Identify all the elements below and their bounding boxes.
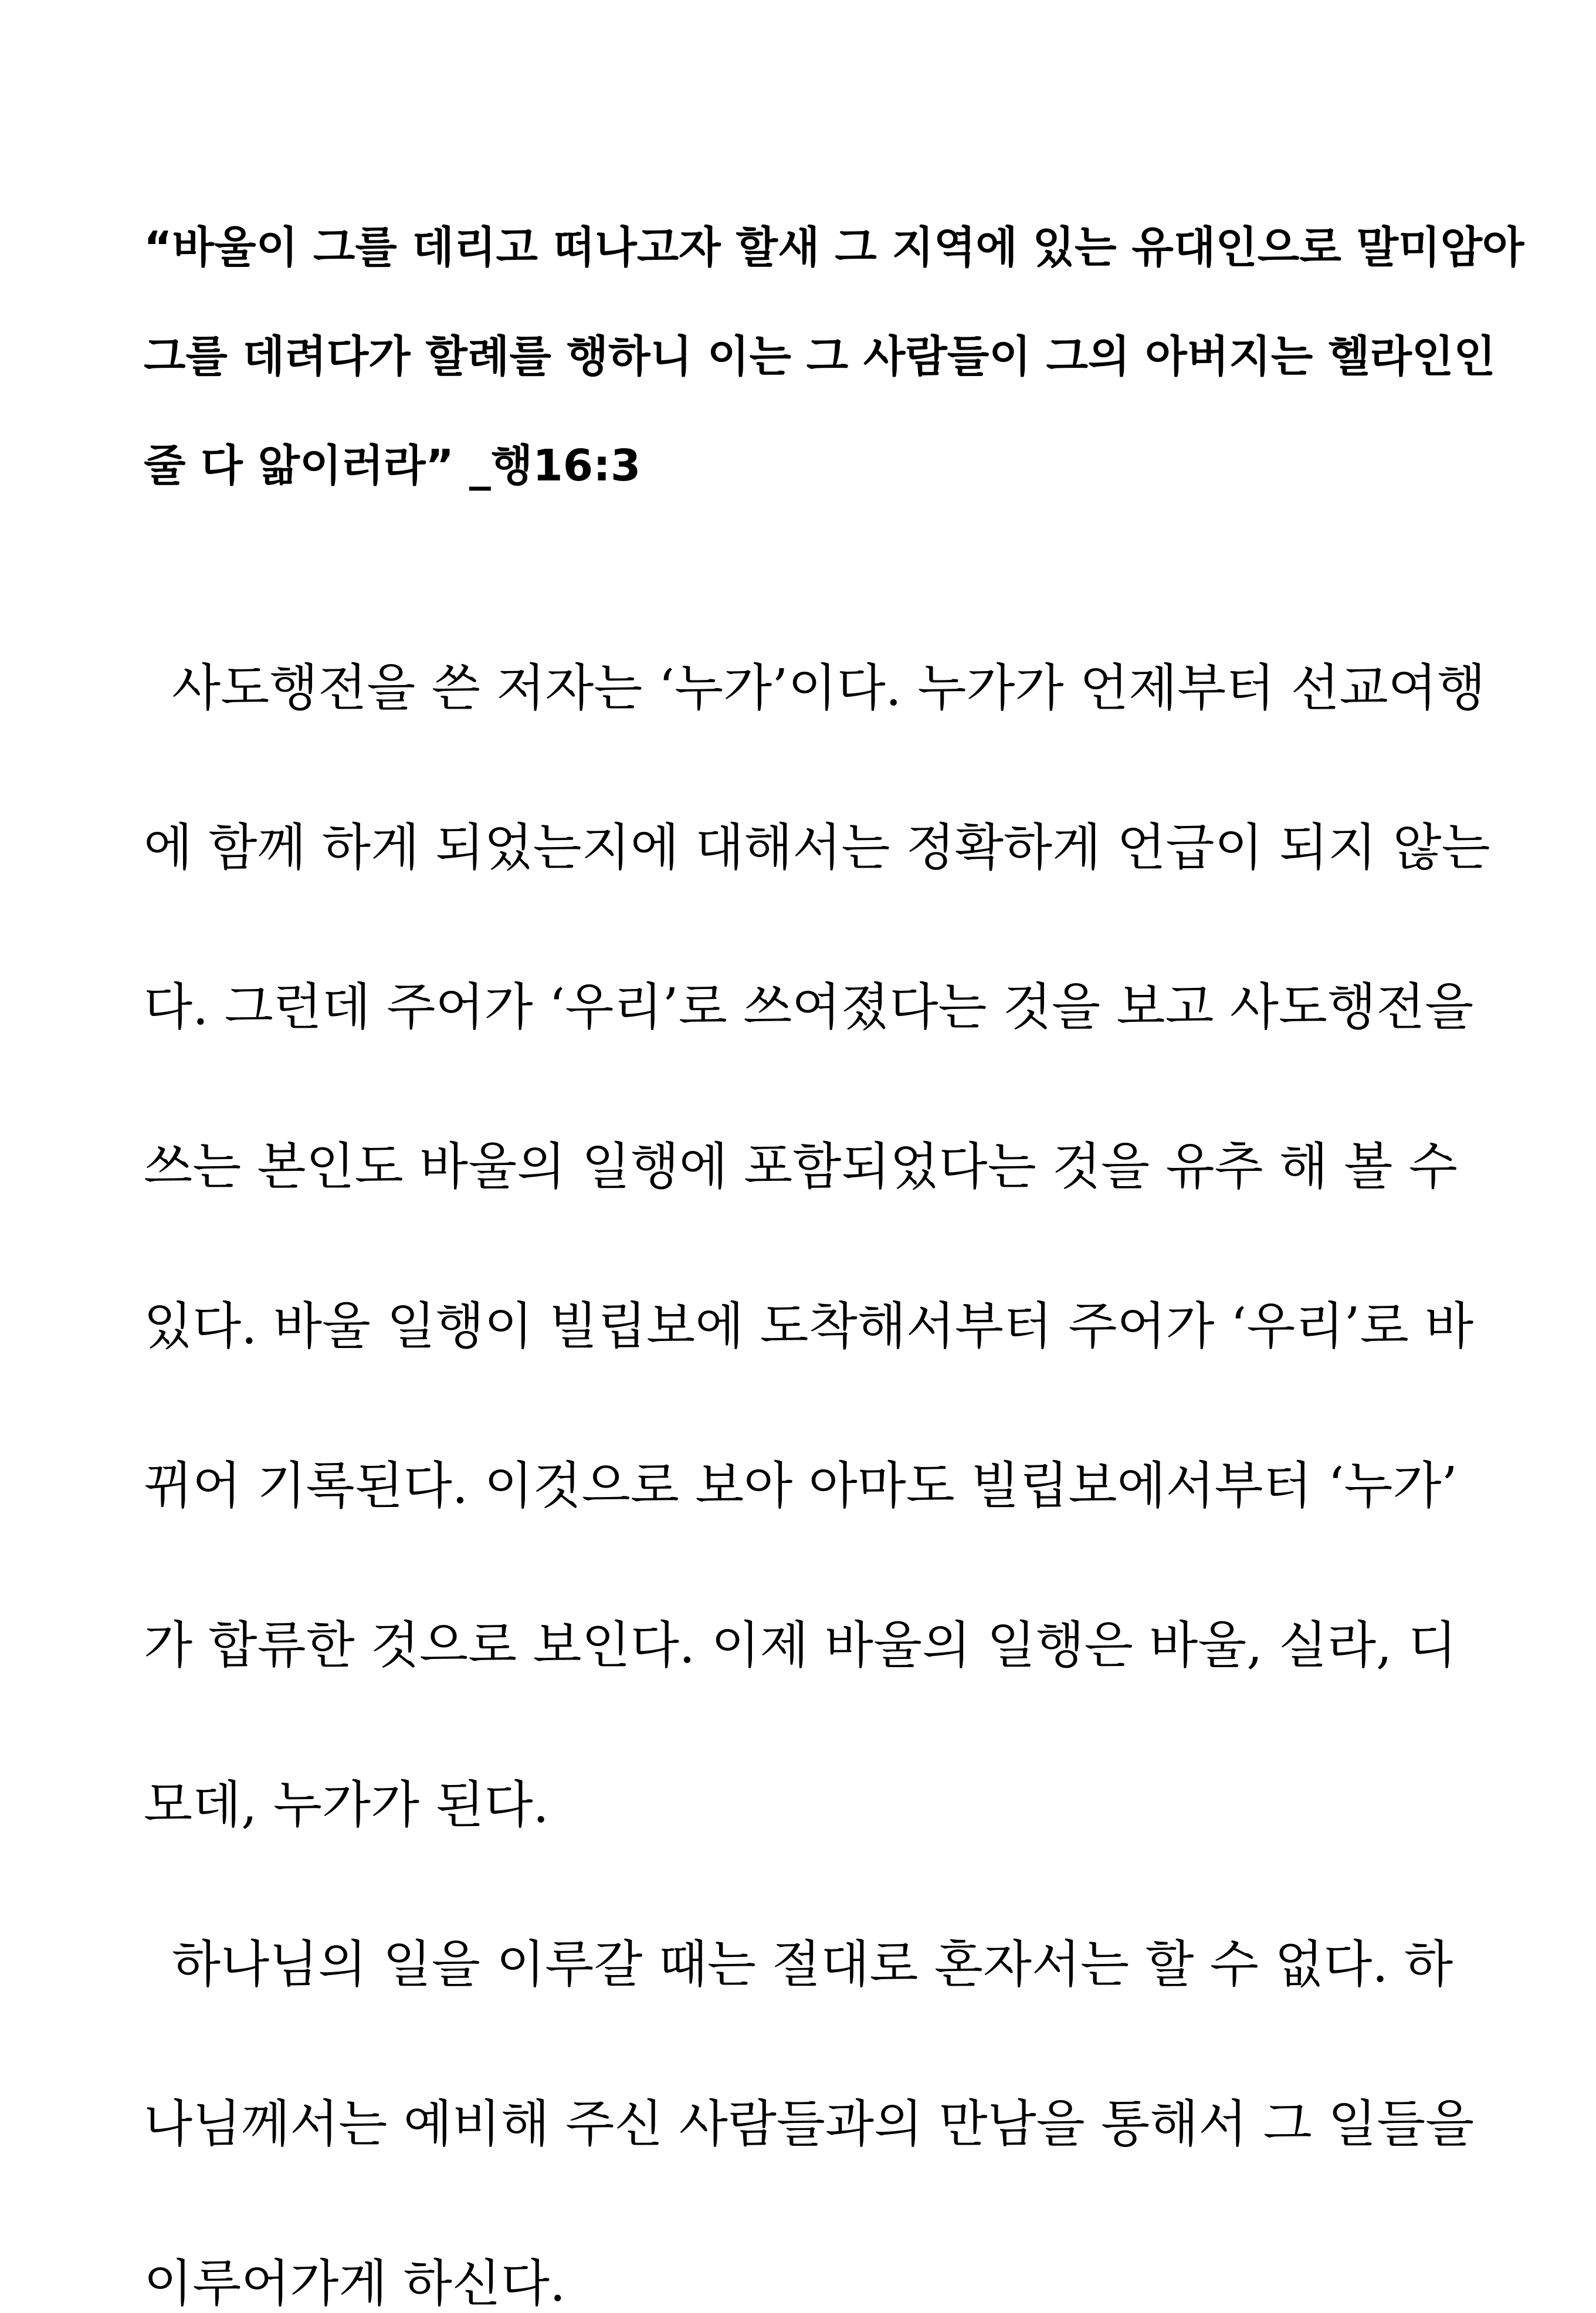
scripture-quote-line: 줄 다 앎이러라” _행16:3 xyxy=(144,441,641,491)
paragraph-1-line: 있다. 바울 일행이 빌립보에 도착해서부터 주어가 ‘우리’로 바 xyxy=(144,1297,1474,1356)
paragraph-2-line: 하나님의 일을 이루갈 때는 절대로 혼자서는 할 수 없다. 하 xyxy=(172,1935,1453,1994)
paragraph-1-line: 에 함께 하게 되었는지에 대해서는 정확하게 언급이 되지 않는 xyxy=(144,818,1490,877)
paragraph-1-line: 모데, 누가가 된다. xyxy=(144,1776,549,1834)
paragraph-1-line: 가 합류한 것으로 보인다. 이제 바울의 일행은 바울, 실라, 디 xyxy=(144,1616,1457,1675)
paragraph-2-line: 이루어가게 하신다. xyxy=(144,2254,566,2313)
paragraph-1-line: 다. 그런데 주어가 ‘우리’로 쓰여졌다는 것을 보고 사도행전을 xyxy=(144,978,1474,1037)
paragraph-1-line: 뀌어 기록된다. 이것으로 보아 아마도 빌립보에서부터 ‘누가’ xyxy=(144,1457,1458,1515)
scripture-quote-line: 그를 데려다가 할례를 행하니 이는 그 사람들이 그의 아버지는 헬라인인 xyxy=(144,331,1496,382)
paragraph-1-line: 사도행전을 쓴 저자는 ‘누가’이다. 누가가 언제부터 선교여행 xyxy=(172,659,1486,717)
paragraph-1-line: 쓰는 본인도 바울의 일행에 포함되었다는 것을 유추 해 볼 수 xyxy=(144,1137,1458,1196)
paragraph-2-line: 나님께서는 예비해 주신 사람들과의 만남을 통해서 그 일들을 xyxy=(144,2095,1475,2153)
scripture-quote-line: “바울이 그를 데리고 떠나고자 할새 그 지역에 있는 유대인으로 말미암아 xyxy=(144,222,1524,273)
